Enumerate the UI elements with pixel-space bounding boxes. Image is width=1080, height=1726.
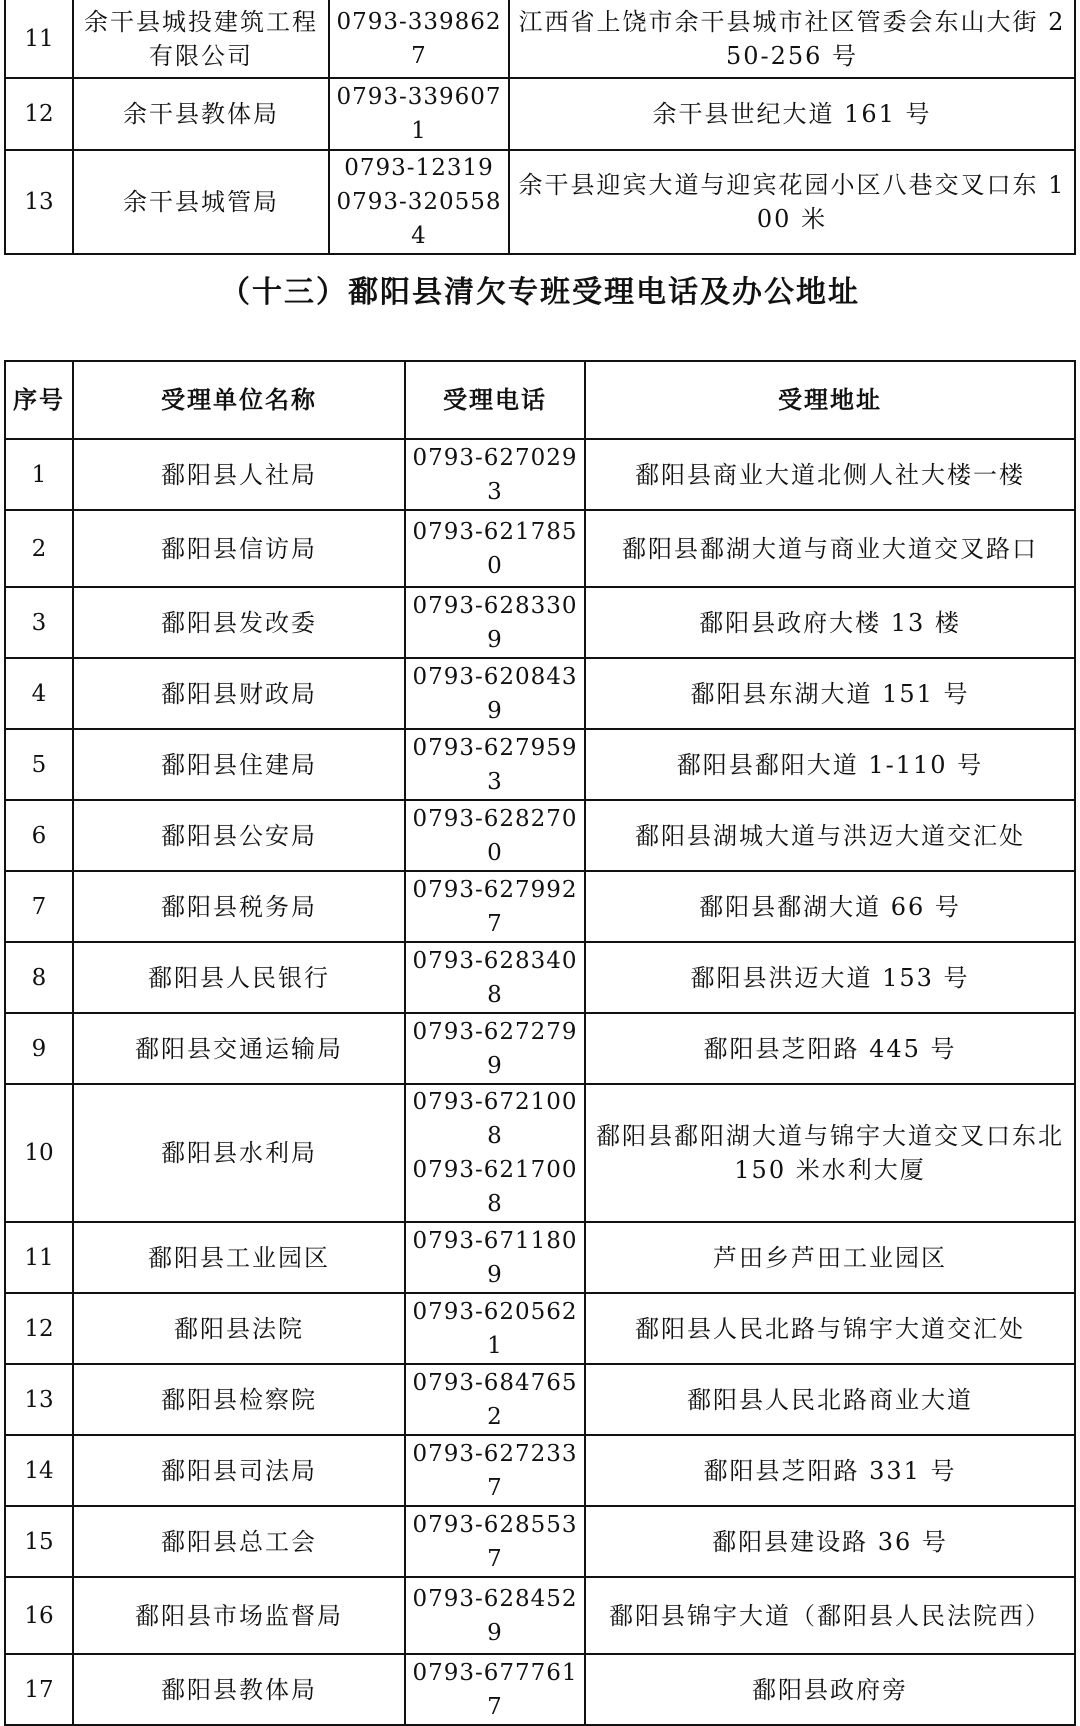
phone-number: 0793-6282700	[412, 805, 578, 866]
unit-name: 鄱阳县教体局	[73, 1654, 405, 1725]
table-row	[5, 1506, 1075, 1577]
section-title: （十三）鄱阳县清欠专班受理电话及办公地址	[220, 275, 860, 310]
row-number: 16	[5, 1577, 73, 1654]
row-number: 14	[5, 1435, 73, 1506]
office-address: 鄱阳县人民北路商业大道	[585, 1364, 1075, 1435]
row-number: 10	[5, 1084, 73, 1222]
row-number: 9	[5, 1013, 73, 1084]
unit-name: 鄱阳县司法局	[73, 1435, 405, 1506]
phone-cell	[405, 1654, 585, 1725]
table-row	[5, 510, 1075, 587]
unit-name: 鄱阳县水利局	[73, 1084, 405, 1222]
office-address: 鄱阳县建设路 36 号	[585, 1506, 1075, 1577]
row-number: 17	[5, 1654, 73, 1725]
phone-cell	[405, 1013, 585, 1084]
office-address: 鄱阳县洪迈大道 153 号	[585, 942, 1075, 1013]
office-address: 鄱阳县商业大道北侧人社大楼一楼	[585, 439, 1075, 510]
office-address: 江西省上饶市余干县城市社区管委会东山大街 250-256 号	[509, 0, 1075, 78]
office-address: 鄱阳县人民北路与锦宇大道交汇处	[585, 1293, 1075, 1364]
office-address: 鄱阳县东湖大道 151 号	[585, 658, 1075, 729]
row-number: 13	[5, 1364, 73, 1435]
phone-number: 0793-6283408	[412, 947, 578, 1008]
office-address: 芦田乡芦田工业园区	[585, 1222, 1075, 1293]
office-address: 鄱阳县鄱阳湖大道与锦宇大道交叉口东北 150 米水利大厦	[585, 1084, 1075, 1222]
table-row	[5, 800, 1075, 871]
table-row	[5, 78, 1075, 150]
table-row	[5, 871, 1075, 942]
phone-number: 0793-6205621	[412, 1298, 578, 1359]
table-row	[5, 1084, 1075, 1222]
phone-cell	[405, 800, 585, 871]
row-number: 12	[5, 1293, 73, 1364]
phone-number: 0793-3398627	[329, 0, 509, 78]
phone-cell	[405, 1293, 585, 1364]
phone-cell	[405, 658, 585, 729]
phone-cell	[329, 150, 509, 254]
phone-cell	[405, 1084, 585, 1222]
unit-name: 余干县城管局	[73, 150, 329, 254]
row-number: 12	[5, 78, 73, 150]
unit-name: 鄱阳县检察院	[73, 1364, 405, 1435]
office-address: 鄱阳县政府大楼 13 楼	[585, 587, 1075, 658]
phone-number: 0793-6270293	[412, 444, 578, 505]
row-number: 13	[5, 150, 73, 254]
phone-number: 0793-6217008	[412, 1157, 578, 1217]
office-address: 余干县世纪大道 161 号	[509, 78, 1075, 150]
row-number: 5	[5, 729, 73, 800]
office-address: 鄱阳县芝阳路 445 号	[585, 1013, 1075, 1084]
phone-number: 0793-6272799	[412, 1018, 578, 1079]
table-row	[5, 1364, 1075, 1435]
header-phone: 受理电话	[405, 361, 585, 439]
row-number: 8	[5, 942, 73, 1013]
office-address: 鄱阳县鄱阳大道 1-110 号	[585, 729, 1075, 800]
phone-cell	[405, 942, 585, 1013]
unit-name: 鄱阳县信访局	[73, 510, 405, 587]
phone-number: 0793-3205584	[336, 189, 502, 249]
table-row	[5, 439, 1075, 510]
phone-number: 0793-12319	[344, 155, 494, 181]
unit-name: 鄱阳县总工会	[73, 1506, 405, 1577]
table-row	[5, 150, 1075, 254]
table-row	[5, 729, 1075, 800]
row-number: 1	[5, 439, 73, 510]
row-number: 2	[5, 510, 73, 587]
table-body	[5, 439, 1075, 1725]
phone-cell	[405, 1222, 585, 1293]
row-number: 11	[5, 0, 73, 78]
phone-number: 0793-6208439	[412, 663, 578, 724]
office-address: 余干县迎宾大道与迎宾花园小区八巷交叉口东 100 米	[509, 150, 1075, 254]
header-number: 序号	[5, 361, 73, 439]
phone-number: 0793-6285537	[412, 1511, 578, 1572]
phone-number: 0793-6777617	[412, 1659, 578, 1720]
unit-name: 余干县城投建筑工程有限公司	[73, 0, 329, 78]
phone-number: 0793-6279593	[412, 734, 578, 795]
unit-name: 鄱阳县财政局	[73, 658, 405, 729]
phone-cell	[405, 729, 585, 800]
phone-cell	[405, 1577, 585, 1654]
row-number: 6	[5, 800, 73, 871]
phone-cell	[405, 510, 585, 587]
phone-cell	[405, 1435, 585, 1506]
office-address: 鄱阳县芝阳路 331 号	[585, 1435, 1075, 1506]
table-row	[5, 587, 1075, 658]
unit-name: 鄱阳县税务局	[73, 871, 405, 942]
office-address: 鄱阳县鄱湖大道 66 号	[585, 871, 1075, 942]
office-address: 鄱阳县鄱湖大道与商业大道交叉路口	[585, 510, 1075, 587]
phone-number: 0793-6284529	[412, 1585, 578, 1646]
unit-name: 鄱阳县住建局	[73, 729, 405, 800]
header-address: 受理地址	[585, 361, 1075, 439]
table-row	[5, 1293, 1075, 1364]
unit-name: 鄱阳县人民银行	[73, 942, 405, 1013]
table-row	[5, 1435, 1075, 1506]
phone-number: 0793-6283309	[412, 592, 578, 653]
unit-name: 鄱阳县交通运输局	[73, 1013, 405, 1084]
phone-number: 0793-6217850	[412, 518, 578, 579]
phone-number: 0793-6847652	[412, 1369, 578, 1430]
phone-cell	[405, 587, 585, 658]
row-number: 3	[5, 587, 73, 658]
row-number: 7	[5, 871, 73, 942]
office-address: 鄱阳县湖城大道与洪迈大道交汇处	[585, 800, 1075, 871]
table-row	[5, 0, 1075, 78]
phone-cell	[405, 1364, 585, 1435]
previous-contact-table	[4, 0, 1076, 255]
unit-name: 鄱阳县市场监督局	[73, 1577, 405, 1654]
table-row	[5, 1222, 1075, 1293]
table-row	[5, 1013, 1075, 1084]
unit-name: 鄱阳县人社局	[73, 439, 405, 510]
contact-table	[4, 360, 1076, 1726]
unit-name: 鄱阳县发改委	[73, 587, 405, 658]
phone-number: 0793-6279927	[412, 876, 578, 937]
phone-number: 0793-3396071	[329, 78, 509, 150]
unit-name: 鄱阳县工业园区	[73, 1222, 405, 1293]
row-number: 15	[5, 1506, 73, 1577]
office-address: 鄱阳县政府旁	[585, 1654, 1075, 1725]
phone-number: 0793-6721008	[412, 1089, 578, 1149]
row-number: 11	[5, 1222, 73, 1293]
table-row	[5, 1654, 1075, 1725]
header-unit: 受理单位名称	[73, 361, 405, 439]
phone-cell	[405, 1506, 585, 1577]
table-row	[5, 942, 1075, 1013]
table-row	[5, 658, 1075, 729]
phone-cell	[405, 871, 585, 942]
office-address: 鄱阳县锦宇大道（鄱阳县人民法院西）	[585, 1577, 1075, 1654]
table-header-row	[5, 361, 1075, 439]
phone-number: 0793-6272337	[412, 1440, 578, 1501]
phone-cell	[405, 439, 585, 510]
unit-name: 鄱阳县法院	[73, 1293, 405, 1364]
unit-name: 余干县教体局	[73, 78, 329, 150]
unit-name: 鄱阳县公安局	[73, 800, 405, 871]
table-row	[5, 1577, 1075, 1654]
row-number: 4	[5, 658, 73, 729]
phone-number: 0793-6711809	[412, 1227, 578, 1288]
